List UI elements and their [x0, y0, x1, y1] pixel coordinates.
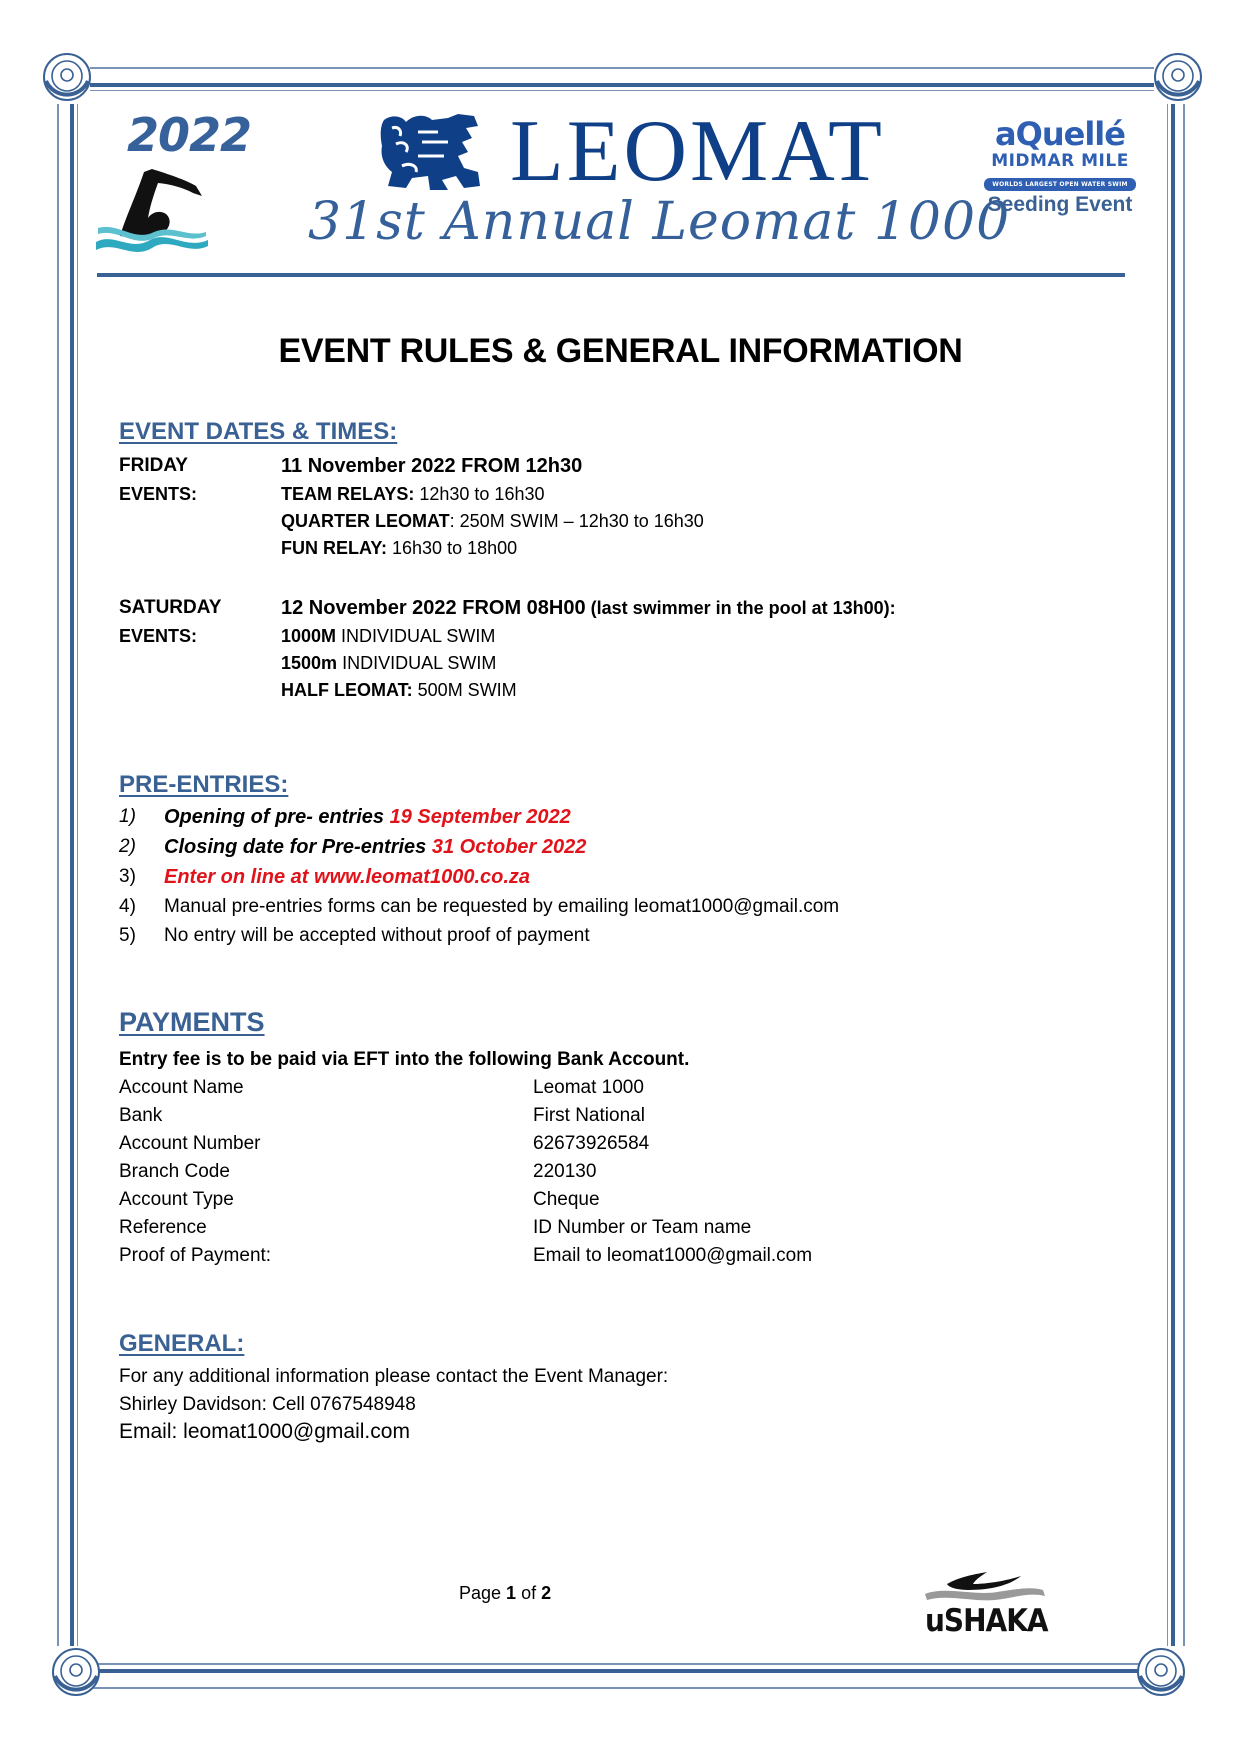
bank-detail-value: Cheque — [533, 1189, 600, 1210]
proof-of-payment-email: Email to leomat1000@gmail.com — [533, 1245, 813, 1266]
frame-top-thick — [90, 83, 1154, 87]
ushaka-logo — [925, 1572, 1050, 1637]
event-item: FUN RELAY: 16h30 to 18h00 — [281, 538, 518, 558]
bank-detail-value: ID Number or Team name — [533, 1217, 752, 1238]
sponsor-brand: aQuellé — [995, 115, 1125, 153]
lion-crest-icon — [378, 112, 488, 192]
frame-bottom-thick — [90, 1669, 1154, 1673]
list-number: 2) — [119, 836, 136, 857]
frame-top-thin — [90, 67, 1154, 69]
bank-detail-label: Branch Code — [119, 1161, 230, 1182]
section-heading-general: GENERAL: — [119, 1330, 245, 1357]
bank-detail-value: First National — [533, 1105, 645, 1126]
aquelle-midmar-logo — [980, 115, 1140, 217]
event-script-title: 31st Annual Leomat 1000 — [308, 192, 1011, 252]
corner-ornament-icon — [1135, 1645, 1187, 1697]
bank-detail-label: Account Name — [119, 1077, 244, 1098]
corner-ornament-icon — [1152, 50, 1204, 102]
event-year: 2022 — [127, 108, 252, 162]
friday-label: FRIDAY — [119, 455, 188, 476]
header-divider — [97, 273, 1125, 277]
saturday-date: 12 November 2022 FROM 08H00 (last swimmer in the pool at 13h00): — [281, 597, 896, 619]
event-item: 1000M INDIVIDUAL SWIM — [281, 626, 496, 646]
bank-detail-label: Bank — [119, 1105, 163, 1126]
sponsor-event: MIDMAR MILE — [991, 151, 1129, 171]
bank-detail-label: Account Number — [119, 1133, 261, 1154]
list-item: Closing date for Pre-entries 31 October 2022 — [164, 836, 587, 858]
page-number: Page 1 of 2 — [459, 1583, 552, 1603]
frame-bottom-thin-2 — [90, 1687, 1154, 1689]
bank-detail-value: 220130 — [533, 1161, 597, 1182]
contact-name-phone: Shirley Davidson: Cell 0767548948 — [119, 1394, 416, 1415]
saturday-label: SATURDAY — [119, 597, 222, 618]
saturday-events-label: EVENTS: — [119, 626, 198, 646]
event-item: TEAM RELAYS: 12h30 to 16h30 — [281, 484, 545, 504]
event-item: QUARTER LEOMAT: 250M SWIM – 12h30 to 16h30 — [281, 511, 704, 531]
general-info-line: For any additional information please contact the Event Manager: — [119, 1366, 669, 1387]
list-number: 4) — [119, 896, 136, 917]
event-item: HALF LEOMAT: 500M SWIM — [281, 680, 517, 700]
bank-detail-label: Proof of Payment: — [119, 1245, 272, 1266]
section-heading-pre-entries: PRE-ENTRIES: — [119, 771, 289, 798]
event-item: 1500m INDIVIDUAL SWIM — [281, 653, 497, 673]
bank-detail-value: Leomat 1000 — [533, 1077, 644, 1098]
bank-detail-label: Account Type — [119, 1189, 234, 1210]
friday-events-label: EVENTS: — [119, 484, 198, 504]
list-item: No entry will be accepted without proof of payment — [164, 925, 590, 946]
swimmer-icon — [96, 166, 211, 258]
online-entry-link[interactable]: Enter on line at www.leomat1000.co.za — [164, 866, 531, 888]
corner-ornament-icon — [50, 1645, 102, 1697]
list-item: Manual pre-entries forms can be requested by emailing leomat1000@gmail.com — [164, 896, 840, 917]
friday-date: 11 November 2022 FROM 12h30 — [281, 455, 583, 477]
frame-bottom-thin — [90, 1663, 1154, 1665]
section-heading-payments: PAYMENTS — [119, 1007, 265, 1037]
list-number: 3) — [119, 866, 136, 887]
list-item: Opening of pre- entries 19 September 2022 — [164, 806, 571, 828]
leomat-logo-text: LEOMAT — [510, 103, 885, 200]
contact-email: Email: leomat1000@gmail.com — [119, 1420, 410, 1443]
list-number: 1) — [119, 806, 136, 827]
corner-ornament-icon — [41, 50, 93, 102]
bank-detail-label: Reference — [119, 1217, 207, 1238]
list-number: 5) — [119, 925, 136, 946]
bank-detail-value: 62673926584 — [533, 1133, 650, 1154]
sponsor-tagline: WORLDS LARGEST OPEN WATER SWIM — [984, 178, 1135, 191]
frame-top-thin-2 — [90, 90, 1154, 91]
section-heading-event-dates: EVENT DATES & TIMES: — [119, 418, 398, 445]
page-title: EVENT RULES & GENERAL INFORMATION — [278, 332, 963, 370]
ushaka-logo-text: uSHAKA — [925, 1602, 1048, 1639]
seeding-event-label: Seeding Event — [987, 192, 1133, 216]
payments-intro: Entry fee is to be paid via EFT into the following Bank Account. — [119, 1049, 690, 1070]
